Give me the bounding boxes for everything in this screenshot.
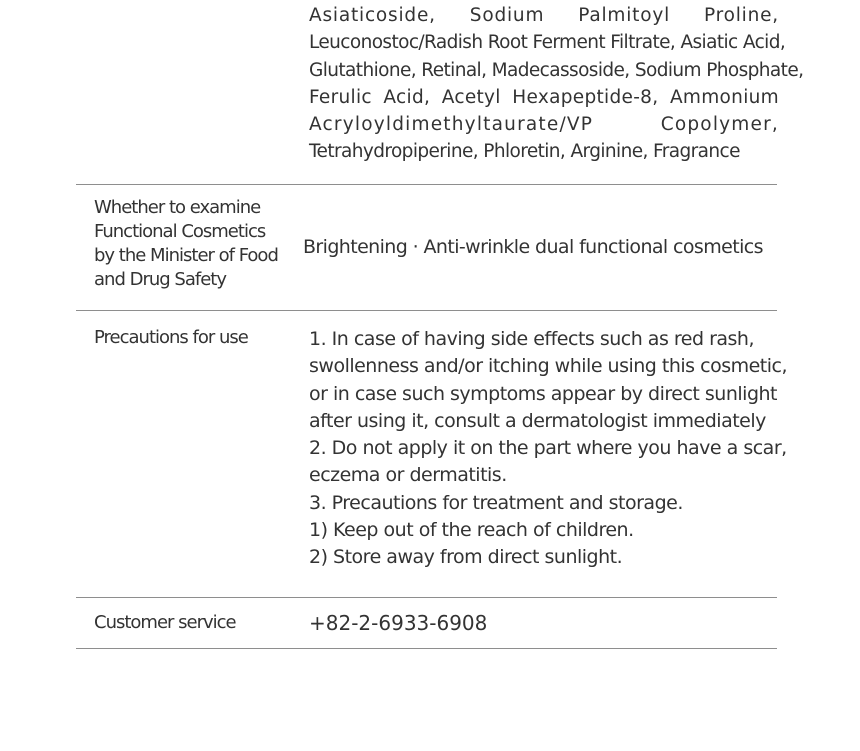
row-divider (76, 184, 777, 185)
row-divider (76, 310, 777, 311)
customer-service-phone: +82-2-6933-6908 (309, 611, 488, 635)
ingredients-line: Ferulic Acid, Acetyl Hexapeptide-8, Ammonium (309, 86, 779, 108)
functional-label (94, 196, 278, 292)
ingredients-line: Glutathione, Retinal, Madecassoside, Sodium Phosphate, (309, 59, 804, 81)
precautions-value (309, 326, 787, 572)
functional-label-line: and Drug Safety (94, 269, 226, 290)
ingredients-line: Acryloyldimethyltaurate/VP Copolymer, (309, 114, 779, 136)
precaution-line: 2. Do not apply it on the part where you have a scar, (309, 437, 787, 460)
functional-value: Brightening · Anti-wrinkle dual functional cosmetics (303, 236, 763, 258)
customer-service-label: Customer service (94, 612, 236, 633)
ingredients-line: Tetrahydropiperine, Phloretin, Arginine, Fragrance (309, 141, 740, 163)
functional-label-line: Functional Cosmetics (94, 221, 266, 242)
ingredients-line: Leuconostoc/Radish Root Ferment Filtrate, Asiatic Acid, (309, 32, 786, 54)
functional-label-line: Whether to examine (94, 197, 261, 218)
precautions-label: Precautions for use (94, 327, 248, 348)
precaution-line: 1. In case of having side effects such as red rash, (309, 328, 755, 350)
ingredients-line: Asiaticoside, Sodium Palmitoyl Proline, (309, 5, 779, 26)
precaution-line: after using it, consult a dermatologist immediately (309, 409, 766, 432)
row-divider (76, 648, 777, 649)
functional-label-line: by the Minister of Food (94, 245, 278, 266)
precaution-line: eczema or dermatitis. (309, 464, 507, 487)
precaution-line: 2) Store away from direct sunlight. (309, 546, 623, 569)
row-divider (76, 597, 777, 598)
precaution-line: swollenness and/or itching while using this cosmetic, (309, 355, 788, 378)
precaution-line: or in case such symptoms appear by direct sunlight (309, 382, 777, 405)
precaution-line: 3. Precautions for treatment and storage. (309, 491, 683, 514)
precaution-line: 1) Keep out of the reach of children. (309, 519, 634, 542)
ingredients-value (309, 2, 804, 166)
